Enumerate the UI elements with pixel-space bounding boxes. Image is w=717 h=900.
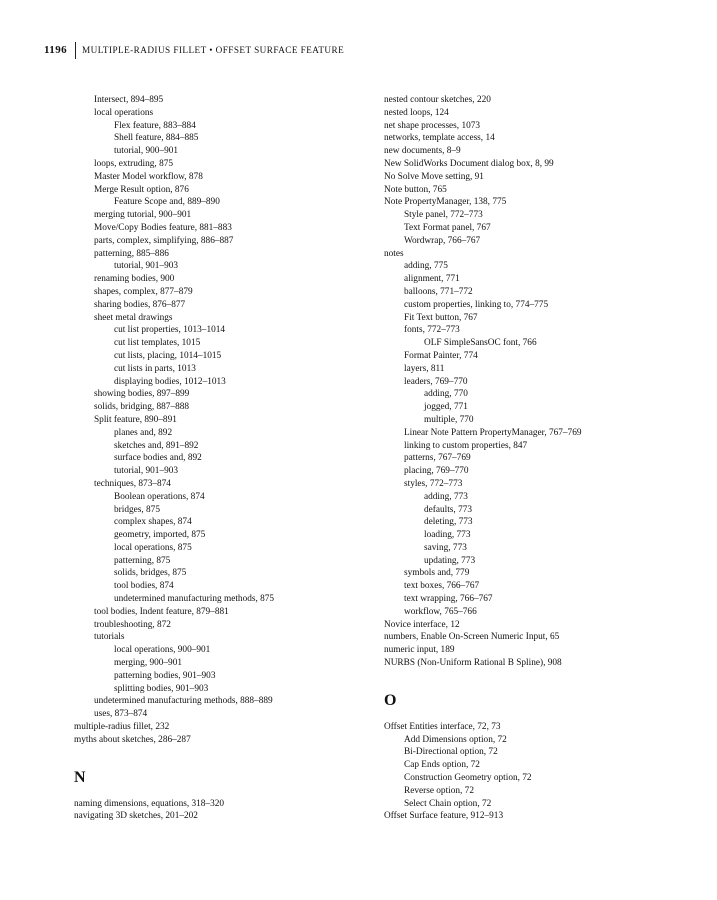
index-subentry: Cap Ends option, 72: [404, 760, 480, 771]
index-subentry: Intersect, 894–895: [94, 95, 164, 105]
index-subentry: multiple, 770: [424, 414, 474, 425]
index-subentry: alignment, 771: [404, 274, 460, 285]
index-subentry: cut lists, placing, 1014–1015: [114, 350, 222, 361]
section-heading: N: [74, 768, 86, 786]
index-column-right: [384, 94, 684, 823]
index-entry: Offset Surface feature, 912–913: [384, 811, 504, 822]
index-subentry: patterning, 875: [114, 555, 171, 566]
index-subentry: Reverse option, 72: [404, 785, 474, 796]
index-entry: Note PropertyManager, 138, 775: [384, 197, 507, 208]
index-entry: numeric input, 189: [384, 645, 455, 656]
index-subentry: workflow, 765–766: [404, 606, 477, 617]
index-subentry: undetermined manufacturing methods, 888–889: [94, 696, 273, 707]
index-subentry: tool bodies, 874: [114, 581, 174, 592]
index-subentry: Add Dimensions option, 72: [404, 734, 507, 745]
index-subentry: geometry, imported, 875: [114, 530, 206, 541]
running-head: MULTIPLE-RADIUS FILLET • OFFSET SURFACE FEATURE: [82, 45, 345, 55]
header-divider: [75, 42, 76, 59]
index-subentry: solids, bridges, 875: [114, 568, 187, 579]
index-subentry: adding, 770: [424, 389, 468, 400]
index-subentry: symbols and, 779: [404, 568, 470, 579]
index-subentry: cut list templates, 1015: [114, 338, 201, 349]
index-subentry: loops, extruding, 875: [94, 158, 174, 169]
index-entry: nested contour sketches, 220: [384, 95, 491, 105]
index-entry: navigating 3D sketches, 201–202: [74, 811, 198, 822]
index-subentry: jogged, 771: [424, 402, 468, 413]
index-entry: Note button, 765: [384, 184, 447, 195]
index-subentry: placing, 769–770: [404, 466, 469, 477]
index-column-left: [74, 94, 374, 823]
index-subentry: tool bodies, Indent feature, 879–881: [94, 606, 229, 617]
index-subentry: showing bodies, 897–899: [94, 389, 190, 400]
index-subentry: adding, 775: [404, 261, 448, 272]
index-subentry: custom properties, linking to, 774–775: [404, 299, 549, 310]
index-subentry: defaults, 773: [424, 504, 473, 515]
index-subentry: saving, 773: [424, 542, 467, 553]
page-header: [44, 41, 344, 59]
index-subentry: fonts, 772–773: [404, 325, 460, 336]
index-entry: NURBS (Non-Uniform Rational B Spline), 908: [384, 658, 562, 669]
index-subentry: techniques, 873–874: [94, 478, 171, 489]
index-subentry: local operations, 875: [114, 542, 192, 553]
index-subentry: tutorials: [94, 632, 125, 643]
index-subentry: solids, bridging, 887–888: [94, 402, 190, 413]
index-entry: New SolidWorks Document dialog box, 8, 99: [384, 158, 554, 169]
index-entry: naming dimensions, equations, 318–320: [74, 798, 225, 809]
index-subentry: merging, 900–901: [114, 658, 183, 669]
index-entry: networks, template access, 14: [384, 133, 495, 144]
index-subentry: updating, 773: [424, 555, 476, 566]
index-subentry: Flex feature, 883–884: [114, 120, 196, 131]
index-subentry: Linear Note Pattern PropertyManager, 767–769: [404, 427, 582, 438]
index-entry: No Solve Move setting, 91: [384, 171, 484, 182]
index-subentry: patterning, 885–886: [94, 248, 169, 259]
index-entry: notes: [384, 248, 404, 259]
index-subentry: surface bodies and, 892: [114, 453, 202, 464]
index-subentry: adding, 773: [424, 491, 468, 502]
index-subentry: text wrapping, 766–767: [404, 594, 493, 605]
index-subentry: patterns, 767–769: [404, 453, 471, 464]
index-entry: numbers, Enable On-Screen Numeric Input, 65: [384, 632, 560, 643]
index-subentry: leaders, 769–770: [404, 376, 468, 387]
index-subentry: sharing bodies, 876–877: [94, 299, 186, 310]
index-subentry: merging tutorial, 900–901: [94, 210, 192, 221]
index-subentry: complex shapes, 874: [114, 517, 192, 528]
index-entry: multiple-radius fillet, 232: [74, 722, 170, 733]
index-subentry: Wordwrap, 766–767: [404, 235, 481, 246]
index-subentry: parts, complex, simplifying, 886–887: [94, 235, 234, 246]
index-subentry: sheet metal drawings: [94, 312, 173, 323]
index-subentry: text boxes, 766–767: [404, 581, 480, 592]
index-subentry: local operations, 900–901: [114, 645, 211, 656]
index-subentry: troubleshooting, 872: [94, 619, 171, 630]
index-entry: nested loops, 124: [384, 107, 449, 118]
index-subentry: linking to custom properties, 847: [404, 440, 528, 451]
index-subentry: deleting, 773: [424, 517, 473, 528]
index-subentry: planes and, 892: [114, 427, 173, 438]
section-heading: O: [384, 691, 397, 709]
index-subentry: displaying bodies, 1012–1013: [114, 376, 226, 387]
index-subentry: OLF SimpleSansOC font, 766: [424, 338, 537, 349]
index-subentry: cut lists in parts, 1013: [114, 363, 196, 374]
index-subentry: Master Model workflow, 878: [94, 171, 203, 182]
page-number: 1196: [44, 44, 67, 56]
index-subentry: Shell feature, 884–885: [114, 133, 199, 144]
index-subentry: Fit Text button, 767: [404, 312, 478, 323]
index-subentry: undetermined manufacturing methods, 875: [114, 594, 275, 605]
index-subentry: Boolean operations, 874: [114, 491, 205, 502]
index-subentry: styles, 772–773: [404, 478, 463, 489]
index-subentry: Bi-Directional option, 72: [404, 747, 498, 758]
index-subentry: tutorial, 900–901: [114, 146, 179, 157]
index-entry: net shape processes, 1073: [384, 120, 481, 131]
index-subentry: Select Chain option, 72: [404, 798, 492, 809]
index-subentry: uses, 873–874: [94, 709, 148, 720]
index-entry: myths about sketches, 286–287: [74, 734, 191, 745]
index-subentry: loading, 773: [424, 530, 471, 541]
index-subentry: Merge Result option, 876: [94, 184, 189, 195]
index-subentry: Construction Geometry option, 72: [404, 773, 532, 784]
index-subentry: bridges, 875: [114, 504, 160, 515]
index-subentry: patterning bodies, 901–903: [114, 670, 216, 681]
index-subentry: Feature Scope and, 889–890: [114, 197, 220, 208]
index-subentry: cut list properties, 1013–1014: [114, 325, 226, 336]
index-subentry: sketches and, 891–892: [114, 440, 199, 451]
index-subentry: Style panel, 772–773: [404, 210, 483, 221]
index-subentry: tutorial, 901–903: [114, 261, 179, 272]
index-subentry: Text Format panel, 767: [404, 222, 491, 233]
index-subentry: tutorial, 901–903: [114, 466, 179, 477]
index-entry: Novice interface, 12: [384, 619, 460, 630]
index-subentry: balloons, 771–772: [404, 286, 473, 297]
index-subentry: splitting bodies, 901–903: [114, 683, 209, 694]
index-subentry: layers, 811: [404, 363, 445, 374]
index-subentry: renaming bodies, 900: [94, 274, 175, 285]
index-subentry: local operations: [94, 107, 154, 118]
index-entry: new documents, 8–9: [384, 146, 461, 157]
index-subentry: Move/Copy Bodies feature, 881–883: [94, 222, 232, 233]
index-subentry: Format Painter, 774: [404, 350, 478, 361]
index-subentry: Split feature, 890–891: [94, 414, 177, 425]
index-subentry: shapes, complex, 877–879: [94, 286, 193, 297]
index-entry: Offset Entities interface, 72, 73: [384, 721, 501, 732]
